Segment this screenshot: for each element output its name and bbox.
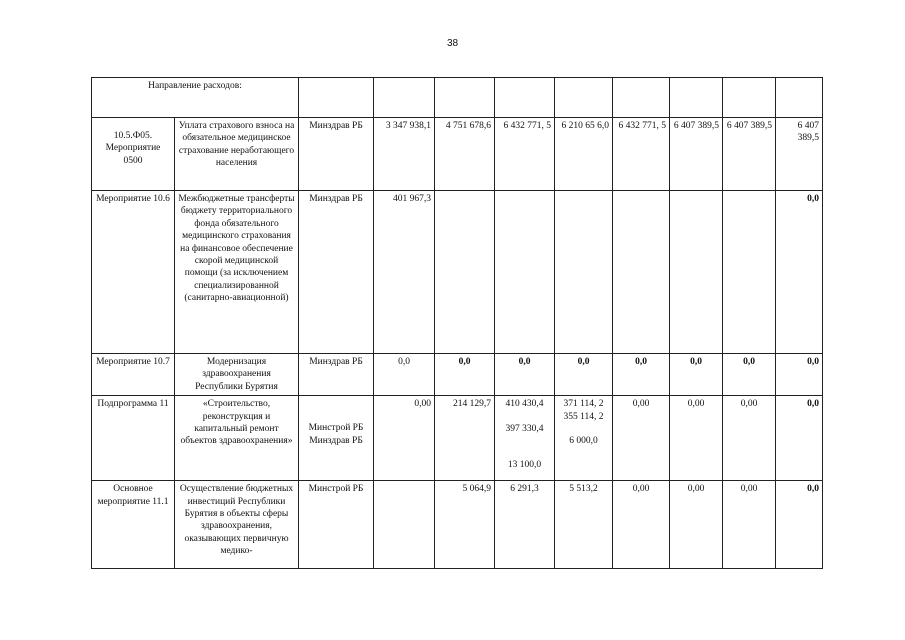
row-value: 6 432 771, 5 xyxy=(495,118,555,191)
row-value xyxy=(723,191,776,354)
row-value: 355 114, 2 xyxy=(563,411,604,422)
row-value: 0,0 xyxy=(776,191,823,354)
row-value: 0,0 xyxy=(776,481,823,569)
row-value: 410 430,4 xyxy=(505,399,544,410)
row-executor: Минстрой РБ xyxy=(308,423,364,434)
row-name: Уплата страхового взноса на обязательное медицинское страхование неработающего населения xyxy=(175,118,299,191)
row-value xyxy=(670,191,723,354)
row-value: 0,0 xyxy=(776,354,823,396)
row-value: 5 513,2 xyxy=(555,481,613,569)
row-value: 0,00 xyxy=(613,481,670,569)
row-value: 0,00 xyxy=(723,396,776,481)
row-value: 13 100,0 xyxy=(507,460,542,471)
row-code: Основное мероприятие 11.1 xyxy=(92,481,175,569)
budget-table xyxy=(91,77,823,569)
row-value: 0,0 xyxy=(435,354,495,396)
row-value: 214 129,7 xyxy=(435,396,495,481)
row-value xyxy=(613,191,670,354)
row-name: «Строительство, реконструкция и капитальный ремонт объектов здравоохранения» xyxy=(175,396,299,481)
row-executor: Минстрой РБ xyxy=(299,481,374,569)
row-value: 6 291,3 xyxy=(495,481,555,569)
row-value xyxy=(555,191,613,354)
header-label: Направление расходов: xyxy=(92,78,299,118)
row-name: Осуществление бюджетных инвестиций Республики Бурятия в объекты сферы здравоохранения, оказывающих первичную медико- xyxy=(175,481,299,569)
row-value: 0,0 xyxy=(723,354,776,396)
row-value: 4 751 678,6 xyxy=(435,118,495,191)
row-value: 0,00 xyxy=(670,396,723,481)
row-value: 0,00 xyxy=(670,481,723,569)
row-value: 0,0 xyxy=(374,354,435,396)
row-value: 3 347 938,1 xyxy=(374,118,435,191)
row-executor: Минздрав РБ xyxy=(299,191,374,354)
row-name: Модернизация здравоохранения Республики Бурятия xyxy=(175,354,299,396)
row-name: Межбюджетные трансферты бюджету территориального фонда обязательного медицинского страхования на финансовое обеспечение скорой медицинской помощи (за исключением специализированной (санитарно-авиационной) xyxy=(175,191,299,354)
row-value: 6 210 65 6,0 xyxy=(555,118,613,191)
table-row xyxy=(92,191,823,354)
row-value: 5 064,9 xyxy=(435,481,495,569)
table-row xyxy=(92,354,823,396)
row-code: Мероприятие 10.7 xyxy=(92,354,175,396)
page-number: 38 xyxy=(446,38,459,49)
row-executor-cell xyxy=(299,396,374,481)
row-executor: Минздрав РБ xyxy=(299,118,374,191)
row-value: 6 432 771, 5 xyxy=(613,118,670,191)
row-value: 397 330,4 xyxy=(505,423,544,434)
row-value: 0,00 xyxy=(374,396,435,481)
row-code: 10.5.Ф05. Мероприятие 0500 xyxy=(92,118,175,191)
row-code: Подпрограмма 11 xyxy=(92,396,175,481)
row-value: 401 967,3 xyxy=(374,191,435,354)
row-value: 6 000,0 xyxy=(569,436,598,447)
row-value xyxy=(374,481,435,569)
row-value: 0,0 xyxy=(670,354,723,396)
row-executor: Минздрав РБ xyxy=(299,354,374,396)
row-value: 0,00 xyxy=(723,481,776,569)
row-value xyxy=(435,191,495,354)
row-executor: Минздрав РБ xyxy=(309,435,363,446)
table-header-row xyxy=(92,78,823,118)
row-value: 0,0 xyxy=(555,354,613,396)
row-code: Мероприятие 10.6 xyxy=(92,191,175,354)
row-value: 0,00 xyxy=(613,396,670,481)
row-value xyxy=(495,191,555,354)
row-value: 6 407 389,5 xyxy=(723,118,776,191)
row-value: 0,0 xyxy=(613,354,670,396)
row-value: 6 407 389,5 xyxy=(776,118,823,191)
row-value-stack xyxy=(495,396,555,481)
row-value: 6 407 389,5 xyxy=(670,118,723,191)
row-value-stack xyxy=(555,396,613,481)
table-row xyxy=(92,396,823,481)
row-value: 0,0 xyxy=(776,396,823,481)
table-row xyxy=(92,481,823,569)
row-value: 0,0 xyxy=(495,354,555,396)
table-row xyxy=(92,118,823,191)
row-value: 371 114, 2 xyxy=(563,399,604,410)
